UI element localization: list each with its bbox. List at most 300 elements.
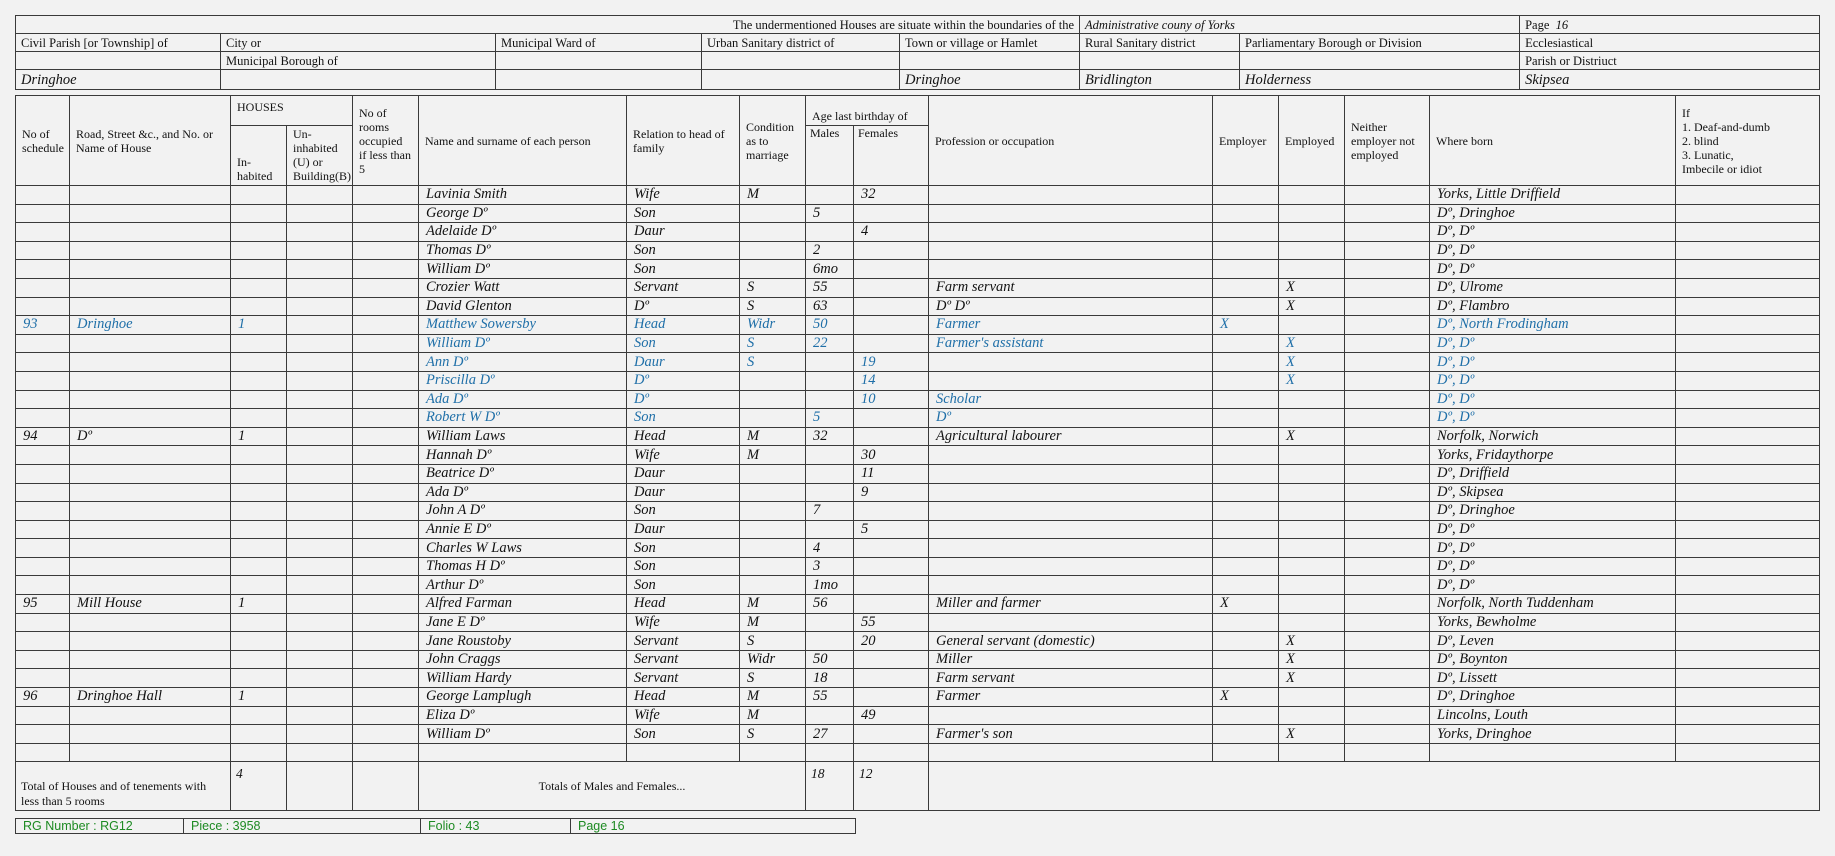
cell-inhabited: [231, 613, 287, 632]
cell-schedule: [16, 260, 70, 279]
cell-relation: Son: [627, 334, 740, 353]
col-where-born: Where born: [1430, 96, 1676, 186]
col-infirmity: [1676, 96, 1820, 186]
cell-condition: M: [740, 427, 806, 446]
cell-employer: [1213, 576, 1279, 595]
label-blank: [900, 52, 1080, 70]
cell-infirmity: [1676, 576, 1820, 595]
cell-where-born: Dº, Dº: [1430, 539, 1676, 558]
cell-uninhabited: [287, 688, 353, 707]
cell-uninhabited: [287, 371, 353, 390]
col-relation: Relation to head of family: [627, 96, 740, 186]
cell-female-age: [854, 316, 929, 335]
cell-female-age: 9: [854, 483, 929, 502]
label-blank: [702, 52, 900, 70]
cell-infirmity: [1676, 613, 1820, 632]
cell-rooms: [353, 446, 419, 465]
cell-uninhabited: [287, 223, 353, 242]
cell-female-age: [854, 334, 929, 353]
cell-infirmity: [1676, 371, 1820, 390]
cell-condition: [740, 241, 806, 260]
cell-name: William Dº: [419, 334, 627, 353]
cell-schedule: [16, 353, 70, 372]
label-blank: [496, 52, 702, 70]
cell-employed: X: [1279, 669, 1345, 688]
cell-name: Annie E Dº: [419, 520, 627, 539]
cell-infirmity: [1676, 223, 1820, 242]
cell-name: Ada Dº: [419, 483, 627, 502]
cell-infirmity: [1676, 688, 1820, 707]
cell-infirmity: [1676, 278, 1820, 297]
cell-occupation: Farm servant: [929, 278, 1213, 297]
cell-rooms: [353, 186, 419, 205]
cell-road: [70, 576, 231, 595]
cell-employed: [1279, 316, 1345, 335]
cell-condition: [740, 520, 806, 539]
cell-female-age: 11: [854, 464, 929, 483]
cell-where-born: Dº, Dº: [1430, 241, 1676, 260]
cell-neither: [1345, 409, 1430, 428]
table-row: [16, 706, 1820, 725]
cell-rooms: [353, 427, 419, 446]
cell-schedule: 96: [16, 688, 70, 707]
cell-name: [419, 743, 627, 762]
cell-uninhabited: [287, 334, 353, 353]
cell-schedule: [16, 502, 70, 521]
cell-schedule: [16, 650, 70, 669]
cell-female-age: [854, 427, 929, 446]
cell-infirmity: [1676, 595, 1820, 614]
cell-name: William Hardy: [419, 669, 627, 688]
cell-condition: M: [740, 446, 806, 465]
cell-road: [70, 371, 231, 390]
cell-inhabited: [231, 297, 287, 316]
cell-where-born: Dº, Driffield: [1430, 464, 1676, 483]
cell-employed: [1279, 502, 1345, 521]
cell-inhabited: [231, 706, 287, 725]
cell-rooms: [353, 278, 419, 297]
cell-rooms: [353, 390, 419, 409]
cell-neither: [1345, 502, 1430, 521]
cell-where-born: Yorks, Dringhoe: [1430, 725, 1676, 744]
cell-employer: [1213, 539, 1279, 558]
footer-table: [15, 818, 856, 834]
cell-employer: [1213, 297, 1279, 316]
cell-occupation: Dº: [929, 409, 1213, 428]
cell-relation: Head: [627, 427, 740, 446]
label-city: City or: [221, 34, 496, 52]
cell-male-age: 32: [806, 427, 854, 446]
cell-where-born: Yorks, Fridaythorpe: [1430, 446, 1676, 465]
cell-name: Eliza Dº: [419, 706, 627, 725]
value-town: Dringhoe: [900, 70, 1080, 90]
cell-name: Thomas H Dº: [419, 557, 627, 576]
cell-female-age: [854, 669, 929, 688]
label-parliamentary: Parliamentary Borough or Division: [1240, 34, 1520, 52]
footer-page: Page 16: [571, 819, 856, 834]
cell-neither: [1345, 390, 1430, 409]
cell-employer: [1213, 557, 1279, 576]
cell-uninhabited: [287, 390, 353, 409]
infirmity-line: Imbecile or idiot: [1682, 161, 1762, 176]
cell-employed: [1279, 557, 1345, 576]
cell-relation: Daur: [627, 353, 740, 372]
cell-employer: [1213, 613, 1279, 632]
cell-where-born: Dº, Dº: [1430, 353, 1676, 372]
cell-infirmity: [1676, 204, 1820, 223]
cell-male-age: 18: [806, 669, 854, 688]
cell-neither: [1345, 278, 1430, 297]
cell-rooms: [353, 576, 419, 595]
cell-condition: S: [740, 278, 806, 297]
table-row: [16, 223, 1820, 242]
cell-male-age: 22: [806, 334, 854, 353]
cell-where-born: Norfolk, North Tuddenham: [1430, 595, 1676, 614]
cell-neither: [1345, 464, 1430, 483]
col-road: Road, Street &c., and No. or Name of House: [70, 96, 231, 186]
cell-female-age: [854, 539, 929, 558]
cell-female-age: 30: [854, 446, 929, 465]
label-civil-parish: Civil Parish [or Township] of: [16, 34, 221, 52]
cell-condition: M: [740, 186, 806, 205]
cell-rooms: [353, 260, 419, 279]
cell-employed: [1279, 186, 1345, 205]
total-houses-value: 4: [231, 762, 287, 811]
label-rural-sanitary: Rural Sanitary district: [1080, 34, 1240, 52]
cell-employed: X: [1279, 297, 1345, 316]
cell-schedule: [16, 186, 70, 205]
cell-rooms: [353, 613, 419, 632]
cell-road: [70, 186, 231, 205]
cell-inhabited: [231, 650, 287, 669]
cell-where-born: Dº, North Frodingham: [1430, 316, 1676, 335]
cell-infirmity: [1676, 316, 1820, 335]
cell-employed: [1279, 520, 1345, 539]
infirmity-line: 2. blind: [1682, 133, 1719, 148]
page-number: [1520, 16, 1820, 34]
cell-female-age: [854, 278, 929, 297]
cell-where-born: [1430, 743, 1676, 762]
cell-name: David Glenton: [419, 297, 627, 316]
cell-occupation: Farmer: [929, 688, 1213, 707]
cell-relation: Head: [627, 688, 740, 707]
cell-neither: [1345, 353, 1430, 372]
cell-name: George Lamplugh: [419, 688, 627, 707]
cell-employed: X: [1279, 725, 1345, 744]
cell-uninhabited: [287, 669, 353, 688]
cell-infirmity: [1676, 743, 1820, 762]
cell-neither: [1345, 334, 1430, 353]
cell-schedule: [16, 390, 70, 409]
cell-occupation: Miller and farmer: [929, 595, 1213, 614]
cell-occupation: [929, 576, 1213, 595]
cell-neither: [1345, 557, 1430, 576]
cell-inhabited: [231, 223, 287, 242]
cell-rooms: [353, 669, 419, 688]
cell-neither: [1345, 688, 1430, 707]
cell-female-age: [854, 557, 929, 576]
cell-occupation: [929, 204, 1213, 223]
cell-employer: [1213, 204, 1279, 223]
cell-road: [70, 632, 231, 651]
cell-employed: [1279, 409, 1345, 428]
cell-inhabited: [231, 502, 287, 521]
cell-employer: [1213, 260, 1279, 279]
cell-employed: [1279, 539, 1345, 558]
cell-road: [70, 725, 231, 744]
cell-rooms: [353, 688, 419, 707]
cell-infirmity: [1676, 464, 1820, 483]
table-row: [16, 632, 1820, 651]
cell-employed: [1279, 595, 1345, 614]
cell-where-born: Dº, Dº: [1430, 576, 1676, 595]
cell-employed: [1279, 688, 1345, 707]
cell-relation: [627, 743, 740, 762]
cell-employed: X: [1279, 427, 1345, 446]
cell-employed: [1279, 464, 1345, 483]
cell-name: Ann Dº: [419, 353, 627, 372]
cell-occupation: [929, 520, 1213, 539]
cell-male-age: [806, 520, 854, 539]
cell-rooms: [353, 725, 419, 744]
cell-road: Dringhoe: [70, 316, 231, 335]
cell-uninhabited: [287, 297, 353, 316]
cell-neither: [1345, 241, 1430, 260]
cell-uninhabited: [287, 706, 353, 725]
cell-male-age: [806, 706, 854, 725]
cell-employed: X: [1279, 371, 1345, 390]
cell-relation: Son: [627, 409, 740, 428]
cell-schedule: [16, 223, 70, 242]
cell-male-age: [806, 464, 854, 483]
total-blank: [287, 762, 353, 811]
cell-rooms: [353, 502, 419, 521]
value-parliamentary: Holderness: [1240, 70, 1520, 90]
cell-inhabited: [231, 669, 287, 688]
cell-name: Crozier Watt: [419, 278, 627, 297]
cell-where-born: Dº, Dringhoe: [1430, 688, 1676, 707]
cell-neither: [1345, 539, 1430, 558]
cell-condition: [740, 260, 806, 279]
cell-rooms: [353, 632, 419, 651]
cell-relation: Servant: [627, 632, 740, 651]
cell-male-age: [806, 446, 854, 465]
cell-inhabited: [231, 725, 287, 744]
infirmity-line: 3. Lunatic,: [1682, 147, 1734, 162]
cell-female-age: 55: [854, 613, 929, 632]
total-males: 18: [806, 762, 854, 811]
cell-road: Dº: [70, 427, 231, 446]
cell-rooms: [353, 371, 419, 390]
cell-name: Adelaide Dº: [419, 223, 627, 242]
cell-uninhabited: [287, 278, 353, 297]
col-houses: HOUSES: [231, 96, 353, 126]
cell-employed: X: [1279, 650, 1345, 669]
table-row: [16, 464, 1820, 483]
col-condition: Condition as to marriage: [740, 96, 806, 186]
cell-where-born: Lincolns, Louth: [1430, 706, 1676, 725]
cell-male-age: 6mo: [806, 260, 854, 279]
cell-neither: [1345, 743, 1430, 762]
cell-road: [70, 464, 231, 483]
cell-schedule: [16, 297, 70, 316]
cell-employer: [1213, 483, 1279, 502]
cell-infirmity: [1676, 502, 1820, 521]
cell-relation: Son: [627, 725, 740, 744]
cell-schedule: [16, 632, 70, 651]
table-row: [16, 204, 1820, 223]
cell-name: John A Dº: [419, 502, 627, 521]
cell-relation: Son: [627, 502, 740, 521]
table-row: [16, 688, 1820, 707]
col-females: Females: [854, 126, 929, 186]
cell-infirmity: [1676, 520, 1820, 539]
cell-road: [70, 260, 231, 279]
cell-uninhabited: [287, 650, 353, 669]
cell-name: Thomas Dº: [419, 241, 627, 260]
cell-infirmity: [1676, 557, 1820, 576]
cell-infirmity: [1676, 669, 1820, 688]
cell-occupation: Miller: [929, 650, 1213, 669]
cell-female-age: [854, 725, 929, 744]
cell-employer: X: [1213, 688, 1279, 707]
cell-where-born: Dº, Dº: [1430, 260, 1676, 279]
cell-road: [70, 278, 231, 297]
cell-uninhabited: [287, 557, 353, 576]
cell-female-age: [854, 576, 929, 595]
header-title: The undermentioned Houses are situate within the boundaries of the: [16, 16, 1080, 34]
cell-road: [70, 204, 231, 223]
cell-male-age: 63: [806, 297, 854, 316]
cell-inhabited: [231, 446, 287, 465]
cell-inhabited: 1: [231, 427, 287, 446]
cell-employer: [1213, 743, 1279, 762]
cell-employer: [1213, 223, 1279, 242]
cell-schedule: [16, 483, 70, 502]
cell-occupation: Agricultural labourer: [929, 427, 1213, 446]
col-name: Name and surname of each person: [419, 96, 627, 186]
cell-inhabited: [231, 353, 287, 372]
cell-schedule: [16, 409, 70, 428]
cell-relation: Dº: [627, 390, 740, 409]
label-urban-sanitary: Urban Sanitary district of: [702, 34, 900, 52]
label-municipal-borough: Municipal Borough of: [221, 52, 496, 70]
cell-road: [70, 520, 231, 539]
table-row: [16, 278, 1820, 297]
cell-employer: [1213, 706, 1279, 725]
cell-occupation: [929, 446, 1213, 465]
cell-uninhabited: [287, 539, 353, 558]
cell-female-age: 10: [854, 390, 929, 409]
cell-female-age: 14: [854, 371, 929, 390]
cell-name: Ada Dº: [419, 390, 627, 409]
cell-condition: M: [740, 613, 806, 632]
cell-employer: [1213, 390, 1279, 409]
cell-relation: Head: [627, 316, 740, 335]
cell-name: Hannah Dº: [419, 446, 627, 465]
table-row: [16, 316, 1820, 335]
cell-female-age: 32: [854, 186, 929, 205]
table-row: [16, 725, 1820, 744]
cell-uninhabited: [287, 464, 353, 483]
cell-uninhabited: [287, 260, 353, 279]
cell-rooms: [353, 706, 419, 725]
cell-schedule: [16, 241, 70, 260]
cell-where-born: Dº, Dº: [1430, 390, 1676, 409]
cell-road: [70, 390, 231, 409]
cell-employed: [1279, 223, 1345, 242]
cell-schedule: [16, 576, 70, 595]
cell-male-age: 5: [806, 409, 854, 428]
cell-employed: X: [1279, 334, 1345, 353]
cell-condition: S: [740, 669, 806, 688]
cell-rooms: [353, 483, 419, 502]
cell-schedule: [16, 278, 70, 297]
cell-infirmity: [1676, 483, 1820, 502]
cell-road: [70, 613, 231, 632]
cell-rooms: [353, 595, 419, 614]
label-ecclesiastical: Ecclesiastical: [1520, 34, 1820, 52]
cell-inhabited: 1: [231, 316, 287, 335]
cell-female-age: [854, 409, 929, 428]
cell-employed: [1279, 390, 1345, 409]
cell-employer: [1213, 278, 1279, 297]
cell-neither: [1345, 427, 1430, 446]
cell-schedule: [16, 743, 70, 762]
table-row: [16, 669, 1820, 688]
cell-rooms: [353, 743, 419, 762]
cell-employer: [1213, 446, 1279, 465]
cell-condition: S: [740, 334, 806, 353]
cell-female-age: [854, 297, 929, 316]
cell-employer: [1213, 650, 1279, 669]
total-houses-label: Total of Houses and of tenements with less than 5 rooms: [16, 762, 231, 811]
cell-uninhabited: [287, 632, 353, 651]
cell-road: [70, 409, 231, 428]
cell-name: Arthur Dº: [419, 576, 627, 595]
cell-occupation: [929, 260, 1213, 279]
infirmity-line: If: [1682, 105, 1690, 120]
cell-road: [70, 241, 231, 260]
cell-uninhabited: [287, 502, 353, 521]
col-uninhabited: Un-inhabited (U) or Building(B): [287, 126, 353, 186]
cell-schedule: [16, 334, 70, 353]
cell-condition: [740, 223, 806, 242]
total-persons-label: Totals of Males and Females...: [419, 762, 806, 811]
table-row: [16, 539, 1820, 558]
cell-inhabited: [231, 632, 287, 651]
cell-where-born: Yorks, Little Driffield: [1430, 186, 1676, 205]
cell-neither: [1345, 613, 1430, 632]
cell-infirmity: [1676, 650, 1820, 669]
cell-where-born: Dº, Leven: [1430, 632, 1676, 651]
cell-occupation: [929, 483, 1213, 502]
col-employed: Employed: [1279, 96, 1345, 186]
cell-neither: [1345, 223, 1430, 242]
col-schedule: No of schedule: [16, 96, 70, 186]
col-inhabited: In-habited: [231, 126, 287, 186]
cell-where-born: Yorks, Bewholme: [1430, 613, 1676, 632]
table-row: [16, 390, 1820, 409]
cell-road: Dringhoe Hall: [70, 688, 231, 707]
cell-female-age: [854, 595, 929, 614]
page-value: 16: [1555, 17, 1569, 32]
cell-condition: [740, 483, 806, 502]
cell-male-age: [806, 353, 854, 372]
cell-occupation: Farmer's assistant: [929, 334, 1213, 353]
cell-neither: [1345, 650, 1430, 669]
cell-condition: [740, 743, 806, 762]
